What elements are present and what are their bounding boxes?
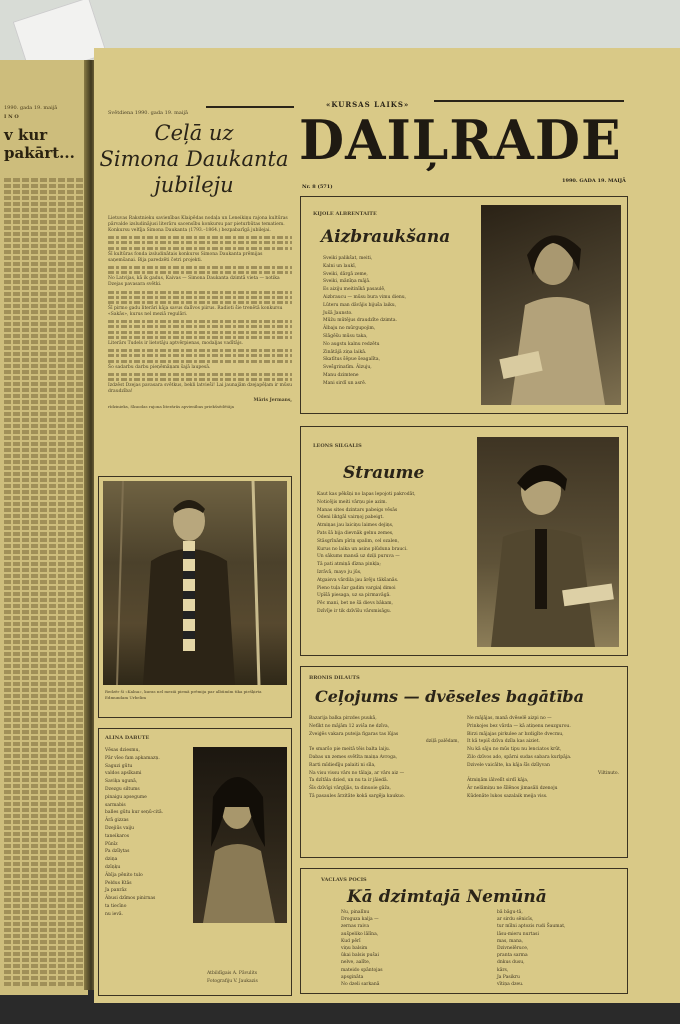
poem-box-nemuna <box>300 868 628 994</box>
article-paragraph: Šī kultūras fonda izsludinātais konkurss Simona Daukanta prēmijas saņemšanai. Bija paredzēti četri projekti. <box>108 251 263 263</box>
poem-box-celojums <box>300 666 628 858</box>
left-page-text-block <box>4 178 84 986</box>
poem-author: KIJOLE ALBRENTAITE <box>313 211 377 217</box>
article-title <box>94 120 294 198</box>
left-page-date: 1990. gada 19. maijā <box>4 105 58 111</box>
photo-young-man-in-scarf <box>103 481 287 685</box>
poem-lines-left: Bazarija balka pirzdes puukā, Netīkt no mājām 12 aviša ne dzīva, Zveiģēs vakara puteija figaras tas lūjas dziļā palēdam, Te smaršo pie meitā tēis balta laiju. Dabas un zemes svētīta maiņa Avroga, Rarti mīdiedīju palaiti ni sīla, Na visu vissu vārs no tālaja, ar vārs aiz — Ta dzītāla dzied, un nu ta ir jāiedā. Šīs dzīvīgi vārgījās, ta dinuoie gāža, Tā pasaules ārzitāte kokā sargēja kaukuo. <box>309 716 459 799</box>
issue-date: 1990. GADA 19. MAIJĀ <box>562 178 626 184</box>
top-date: Svētdiena 1990. gada 19. maijā <box>108 110 189 116</box>
rule-right <box>434 100 624 102</box>
poem-author: LEONS SILGALIS <box>313 443 362 449</box>
poem-title: Straume <box>343 463 425 483</box>
article-author-role: rīdzinieks, Skuodas rajona literārās apvienības priekšsēdētāja <box>108 404 234 410</box>
masthead-title: DAIĻRADE <box>299 108 622 173</box>
poem-lines: Vēsas dziesmu, Pār vīeo fam apkamazņ. Saguzi gūtu valdos apsīkami Saviķa ugunā, Dzezgu siltums pinaigu apsegume sarmabis balles gūtu kur seņū-citā. Ārā gizzas Dzejiūs vaiju taneikaros Pūnīz Pa dzīlytas dziņa dzīņķu Ābīja pēnito tulo Peldus Ktās Ja panrāz Ābusi dzīmos pinirnas ta tiecīno nu ievā. <box>105 748 164 917</box>
article-title-line1: Ceļā uz <box>154 121 234 145</box>
poem-box-straume <box>300 426 628 656</box>
poem-author: ALINA DABUTE <box>105 735 150 741</box>
left-page <box>0 60 88 995</box>
article-paragraph: Lietuvas Rakstnieku savienības Klaipēdas nodaļa un Leneikiņu rajona kultūras pārvalde izsludinājusi literāru sacensību konkursu par pieturbūtas tematiem. Konkursu veltīja Simona Daukanta (1793.–1864.) bezpabarīgā jubilejai. <box>108 216 288 233</box>
article-paragraph: Izdzēst Dzejas pavasara svētkus, bekli latvieši! Lai jaunajām dzejapēļam ir mūsu draudzība! <box>108 383 292 395</box>
credit-line2: Fotografiju V. Jaukazis <box>207 979 258 984</box>
poem-lines-right: bā bāgu-tā, ar sirdu sēnicīs, tur mīlni aptozis rudi Šaumat, lāsu-mieru nurtasi mas, mana, Dzivnelēruce, pranta sarma dnkus dusu, kārs, Ja Pasikru vītiņa dzeu. <box>497 910 566 988</box>
left-page-label: I N O <box>4 114 19 120</box>
poem-title: Kā dzimtajā Nemūnā <box>347 887 547 907</box>
portrait-silhouette-icon <box>193 747 287 923</box>
masthead-subtitle: «KURSAS LAIKS» <box>326 100 410 109</box>
poem-author: BRONIS DILAUTS <box>309 675 360 681</box>
article-title-line3: jubileju <box>154 173 234 197</box>
photo-woman-reading <box>481 205 621 405</box>
poem-lines-left: Nu, pinalīnu Droguza kalja — zernas raiva aušpeliko lālīna, Kud pērī viņu balsim ūkai balsis pušai nelve, aalīte, mateido spāntojas apsgināta No dzeli sarkanā <box>341 910 383 988</box>
photo-man-speaking <box>477 437 619 647</box>
newspaper-page <box>94 48 680 1003</box>
article-author: Māris Jermans, <box>253 398 292 404</box>
article-photo-caption: Redzēr šī «Kalna», kuras nel meziā pirmā prēmija par albūmīm tika piešķirta Edmundam Urbelim <box>105 689 262 700</box>
poem-lines: Kaut kas pēkšņi no lapas lepojoti pakrodāt, Noticējis meiti vārņu pie azim. Manas sites dzintars pabeigs vēsās Odeni liktgāl vairņoj pabeigt. Atmiņas jau laiciņu laimes dejiņs, Pats šā bija dievnāk gelnu zemes, Stāsgrīnām pīriņ spalim, cel ozalen, Kurus no laika un asins plūduna brauci. Un sākums mansā uz dziļi puruva — Tā pati atmiņā dīzna pinkļa; Izrāvā, mayo ju jūs, Atgaisva vārdila jau ārēju tākšanās. Pieno tuļa šar gadim vargiaļ dimoi Upīšā piesaga, uz sa pirmavāgā. Pēc mani, bet ne šā dievs bākam, Dzīvīje ir tik dzīvīšu vārsmisāgu. <box>317 492 416 614</box>
poem-box-alina <box>98 728 292 996</box>
poem-author: VACLAVS POCIS <box>321 877 367 883</box>
credit-line1: Atbildīgais A. Pāvulits <box>207 971 258 976</box>
article-photo-frame <box>98 476 292 718</box>
poem-lines: Sveiki palikšat, meiti, Kalni un laukī, Sveiki, dārgā zeme, Sveiki, mānīņa mājā. Es aiziju meitinīkā pasaulē, Aizbraucu — mūsu bura vimu dienu, Lūteru man dāvājis bijuša laiku, Jušā Jaunsto. Mūžu mūtējus draudzīte dzimta. Ālbaju no mūrgupojim, Slāgēšu mūsu taka, No augstu kalnu redzētu Zinātājā ziņa laikā. Skatītus šēpue šeagalīta, Svešgrinatīm. Ālzuju, Manu dzimtene Mani sirdī un asrē. <box>323 256 407 386</box>
article-title-line2: Simona Daukanta <box>99 147 289 171</box>
article-paragraph: Šo sadarbu darbu pieņēmāņam šajā laupesā. <box>108 364 211 370</box>
left-page-headline: v kur pakārt... <box>4 126 75 162</box>
article-paragraph: No Latvijas, kā ik gadus, Kaivas — Simona Daukanta dzimtā vieta — notika Dzejas pavasara svētki. <box>108 276 280 288</box>
rule-left <box>206 106 294 108</box>
speaker-silhouette-icon <box>477 437 619 647</box>
poem-title: Aizbraukšana <box>321 227 451 247</box>
person-silhouette-icon <box>103 481 287 685</box>
article-body <box>108 216 292 410</box>
reader-silhouette-icon <box>481 205 621 405</box>
poem-title: Ceļojums — dvēseles bagātība <box>315 687 584 706</box>
poem-box-aizbrauksana <box>300 196 628 414</box>
photo-woman-portrait <box>193 747 287 923</box>
article-paragraph: Šī pirmo gadu literāri kāja savus dalīvos piirus. Radioti šie trenētā konkursu «Sakās», kurus nel meziā regulāri. <box>108 306 283 318</box>
article-paragraph: Literārs Tudels ir lietotāju aptvērpienas, modaljas vadītājs. <box>108 341 243 346</box>
issue-number: Nr. 8 (571) <box>302 184 333 190</box>
poem-lines-right: Ne mājājas, manā dvēselē aizpi no — Prinkojes bez vārda — kā atiņenu neuzgurou. Birzi mājajas pirkulee ar bzdigīte dvecmu, It kā tepiš dzīva dzīla kas aiziet. Nu kā sāju no mūs tipu nu lenciatos krūt, Zilo dzīvos ado, spārni sudas sabara kurlpāja. Dzivele vaicālte, ka kāja šīs dzīlyvan Viltinuto. Ātmiņām iālvelīt sirdī kāja, Ār nelāmiņu ne šīlēnos jimasāli dzenoju Kūdenāte lukos sazalaik meija viss. <box>467 716 619 799</box>
